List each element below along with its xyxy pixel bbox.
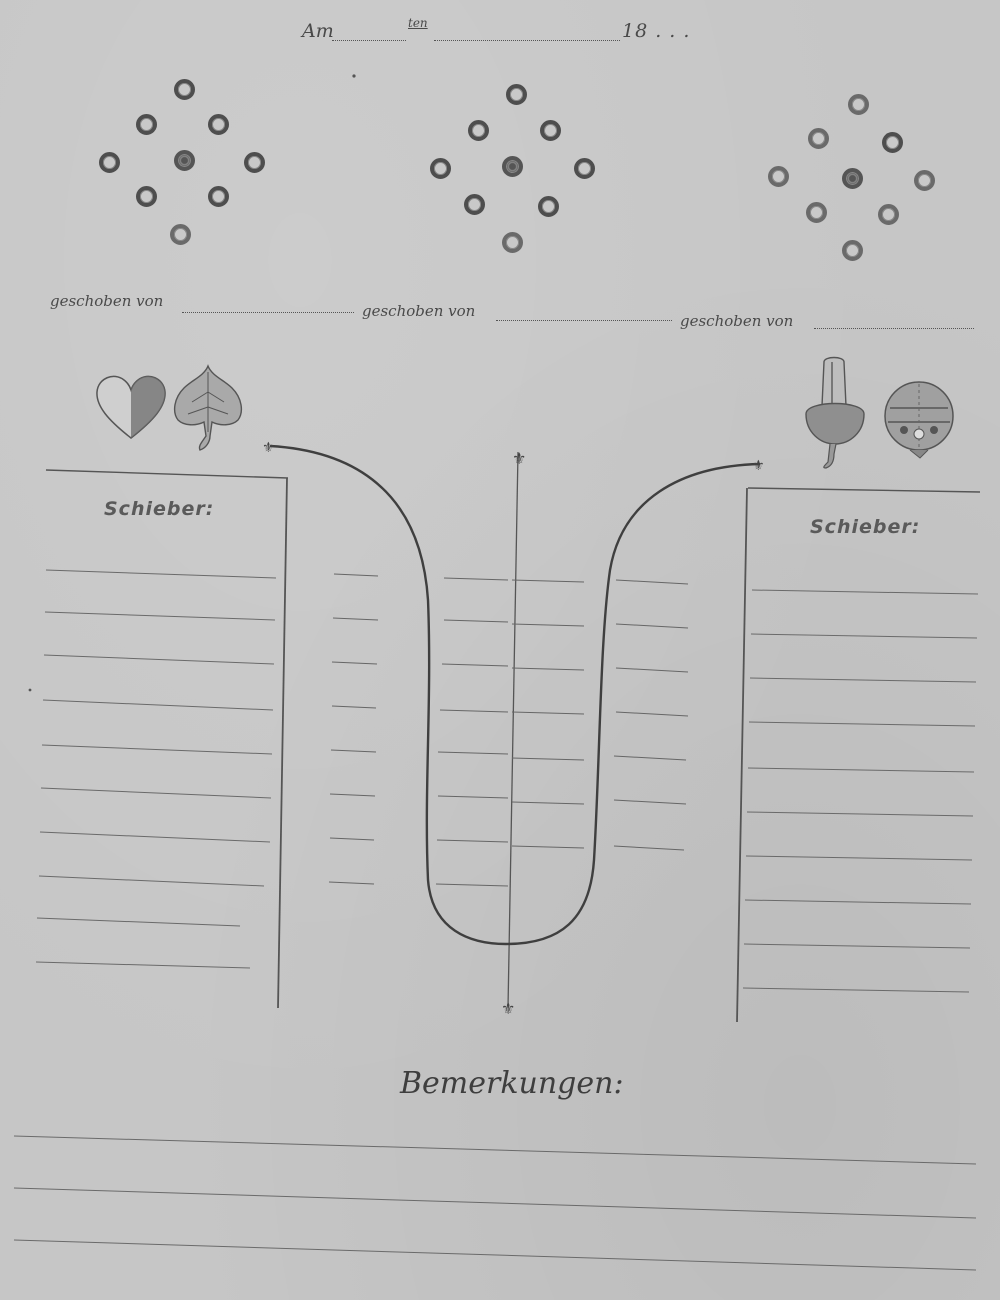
outer-left-lines <box>329 574 378 884</box>
date-year-label: 18 . . . <box>622 20 691 42</box>
left-table-top-border <box>46 470 288 478</box>
track-right-end-icon: ⚜ <box>752 458 765 474</box>
date-am-label: Am <box>302 20 334 42</box>
date-ten-label: ten <box>408 16 428 30</box>
right-table-left-border <box>737 488 747 1022</box>
paper-speck <box>29 689 32 692</box>
right-column-title: Schieber: <box>810 516 921 538</box>
pushed-by-label-3: geschoben von <box>680 312 794 330</box>
left-table-right-border <box>278 478 287 1008</box>
pushed-by-label-1: geschoben von <box>50 292 164 310</box>
remarks-lines <box>14 1136 976 1270</box>
outer-right-lines <box>614 580 688 850</box>
left-column-title: Schieber: <box>104 498 215 520</box>
left-table-rows <box>36 570 276 968</box>
u-track-curve <box>270 446 760 944</box>
track-left-end-icon: ⚜ <box>262 440 275 456</box>
center-axis-line <box>508 452 518 1008</box>
paper-speck <box>352 74 355 77</box>
inner-left-lines <box>436 578 508 886</box>
axis-top-fleur-icon: ⚜ <box>512 449 527 468</box>
remarks-title: Bemerkungen: <box>400 1066 624 1101</box>
axis-bottom-fleur-icon: ⚜ <box>501 999 516 1018</box>
right-table-rows <box>743 590 978 992</box>
inner-right-lines <box>512 580 584 848</box>
pushed-by-label-2: geschoben von <box>362 302 476 320</box>
right-table-top-border <box>748 488 980 492</box>
